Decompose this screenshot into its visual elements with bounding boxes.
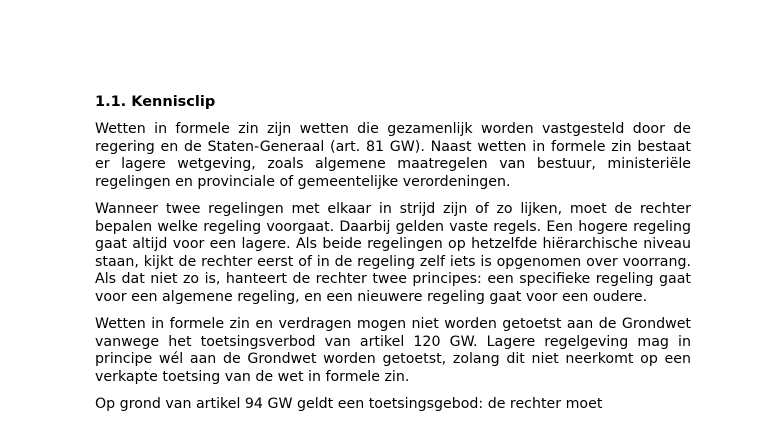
document-body (95, 93, 691, 424)
paragraph-toetsingsverbod: Wetten in formele zin en verdragen mogen niet worden getoetst aan de Grondwet vanwege het toetsingsverbod van artikel 120 GW. Lagere regelgeving mag in principe wél aan de Grondwet worden getoetst, zolang dit niet neerkomt op een verkapte toetsing van de wet in formele zin. (95, 316, 691, 385)
paragraph-voorrang-regelingen: Wanneer twee regelingen met elkaar in strijd zijn of zo lijken, moet de rechter bepalen welke regeling voorgaat. Daarbij gelden vaste regels. Een hogere regeling gaat altijd voor een lagere. Als beide regelingen op hetzelfde hiërarchische niveau staan, kijkt de rechter eerst of in de regeling zelf iets is opgenomen over voorrang. Als dat niet zo is, hanteert de rechter twee principes: een specifieke regeling gaat voor een algemene regeling, en een nieuwere regeling gaat voor een oudere. (95, 201, 691, 305)
paragraph-formele-wetten: Wetten in formele zin zijn wetten die gezamenlijk worden vastgesteld door de regering en de Staten-Generaal (art. 81 GW). Naast wetten in formele zin bestaat er lagere wetgeving, zoals algemene maatregelen van bestuur, ministeriële regelingen en provinciale of gemeentelijke verordeningen. (95, 121, 691, 190)
section-heading: 1.1. Kennisclip (95, 94, 216, 110)
paragraph-toetsingsgebod: Op grond van artikel 94 GW geldt een toetsingsgebod: de rechter moet (95, 396, 603, 412)
